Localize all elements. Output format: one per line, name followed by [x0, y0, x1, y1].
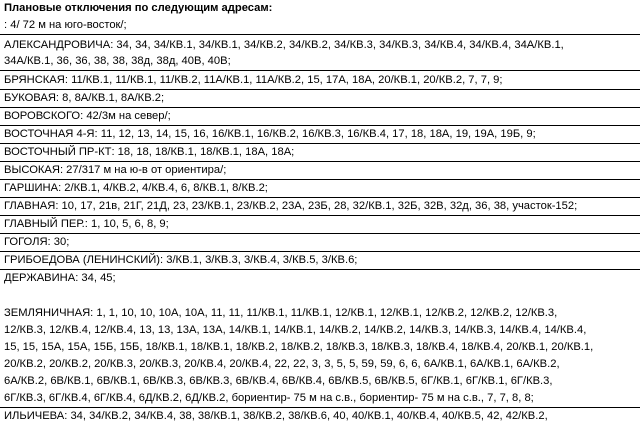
address-row: ВЫСОКАЯ: 27/317 м на ю-в от ориентира/;: [0, 162, 640, 180]
address-row: 20/КВ.2, 20/КВ.2, 20/КВ.3, 20/КВ.3, 20/КВ.4, 20/КВ.4, 22, 22, 3, 3, 5, 5, 59, 59, 6, 6, 6А/КВ.1, 6А/КВ.1, 6А/КВ.2,: [4, 358, 560, 370]
address-row: ВОСТОЧНАЯ 4-Я: 11, 12, 13, 14, 15, 16, 16/КВ.1, 16/КВ.2, 16/КВ.3, 16/КВ.4, 17, 18, 18А, 19, 19А, 19Б, 9;: [0, 126, 640, 144]
address-row: 6А/КВ.2, 6В/КВ.1, 6В/КВ.1, 6В/КВ.3, 6В/КВ.3, 6В/КВ.4, 6В/КВ.4, 6В/КВ.5, 6В/КВ.5, 6Г/КВ.1, 6Г/КВ.1, 6Г/КВ.3,: [4, 375, 553, 387]
address-row: ГАРШИНА: 2/КВ.1, 4/КВ.2, 4/КВ.4, 6, 8/КВ.1, 8/КВ.2;: [0, 180, 640, 198]
address-row: ВОСТОЧНЫЙ ПР-КТ: 18, 18, 18/КВ.1, 18/КВ.1, 18А, 18А;: [0, 144, 640, 162]
address-row: ГРИБОЕДОВА (ЛЕНИНСКИЙ): 3/КВ.1, 3/КВ.3, 3/КВ.4, 3/КВ.5, 3/КВ.6;: [0, 252, 640, 270]
address-row: ИЛЬИЧЕВА: 34, 34/КВ.2, 34/КВ.4, 38, 38/КВ.1, 38/КВ.2, 38/КВ.6, 40, 40/КВ.1, 40/КВ.4, 40/КВ.5, 42, 42/КВ.2,: [0, 407, 640, 425]
address-row: ГЛАВНАЯ: 10, 17, 21в, 21Г, 21Д, 23, 23/КВ.1, 23/КВ.2, 23А, 23Б, 28, 32/КВ.1, 32Б, 32В, 32д, 36, 38, участок-152;: [0, 198, 640, 216]
address-row: 6Г/КВ.3, 6Г/КВ.4, 6Г/КВ.4, 6Д/КВ.2, 6Д/КВ.2, бориентир- 75 м на с.в., бориентир- 75 м на с.в., 7, 7, 8, 8;: [4, 392, 534, 404]
address-row: ГОГОЛЯ: 30;: [0, 234, 640, 252]
address-row: ЗЕМЛЯНИЧНАЯ: 1, 1, 10, 10, 10А, 10А, 11, 11, 11/КВ.1, 11/КВ.1, 12/КВ.1, 12/КВ.1, 12/КВ.2, 12/КВ.2, 12/КВ.3,: [4, 307, 558, 319]
address-row: АЛЕКСАНДРОВИЧА: 34, 34, 34/КВ.1, 34/КВ.1, 34/КВ.2, 34/КВ.2, 34/КВ.3, 34/КВ.3, 34/КВ.4, 34/КВ.4, 34А/КВ.1,: [4, 39, 564, 51]
page-title: Плановые отключения по следующим адресам:: [4, 2, 273, 14]
address-row: ГЛАВНЫЙ ПЕР.: 1, 10, 5, 6, 8, 9;: [0, 216, 640, 234]
address-row: ДЕРЖАВИНА: 34, 45;: [4, 272, 116, 284]
address-row: 12/КВ.3, 12/КВ.4, 12/КВ.4, 13, 13, 13А, 13А, 14/КВ.1, 14/КВ.1, 14/КВ.2, 14/КВ.2, 14/КВ.3, 14/КВ.3, 14/КВ.4, 14/КВ.4,: [4, 324, 587, 336]
address-row: : 4/ 72 м на юго-восток/;: [0, 17, 640, 35]
address-row: 15, 15, 15А, 15А, 15Б, 15Б, 18/КВ.1, 18/КВ.1, 18/КВ.2, 18/КВ.2, 18/КВ.3, 18/КВ.3, 18/КВ.4, 18/КВ.4, 20/КВ.1, 20/КВ.1,: [4, 341, 594, 353]
address-row: 34А/КВ.1, 36, 36, 38, 38, 38д, 38д, 40В, 40В;: [0, 53, 640, 71]
address-row: БРЯНСКАЯ: 11/КВ.1, 11/КВ.1, 11/КВ.2, 11А/КВ.1, 11А/КВ.2, 15, 17А, 18А, 20/КВ.1, 20/КВ.2, 7, 7, 9;: [0, 72, 640, 90]
address-row: БУКОВАЯ: 8, 8А/КВ.1, 8А/КВ.2;: [0, 90, 640, 108]
address-row: ВОРОВСКОГО: 42/3м на север/;: [0, 108, 640, 126]
